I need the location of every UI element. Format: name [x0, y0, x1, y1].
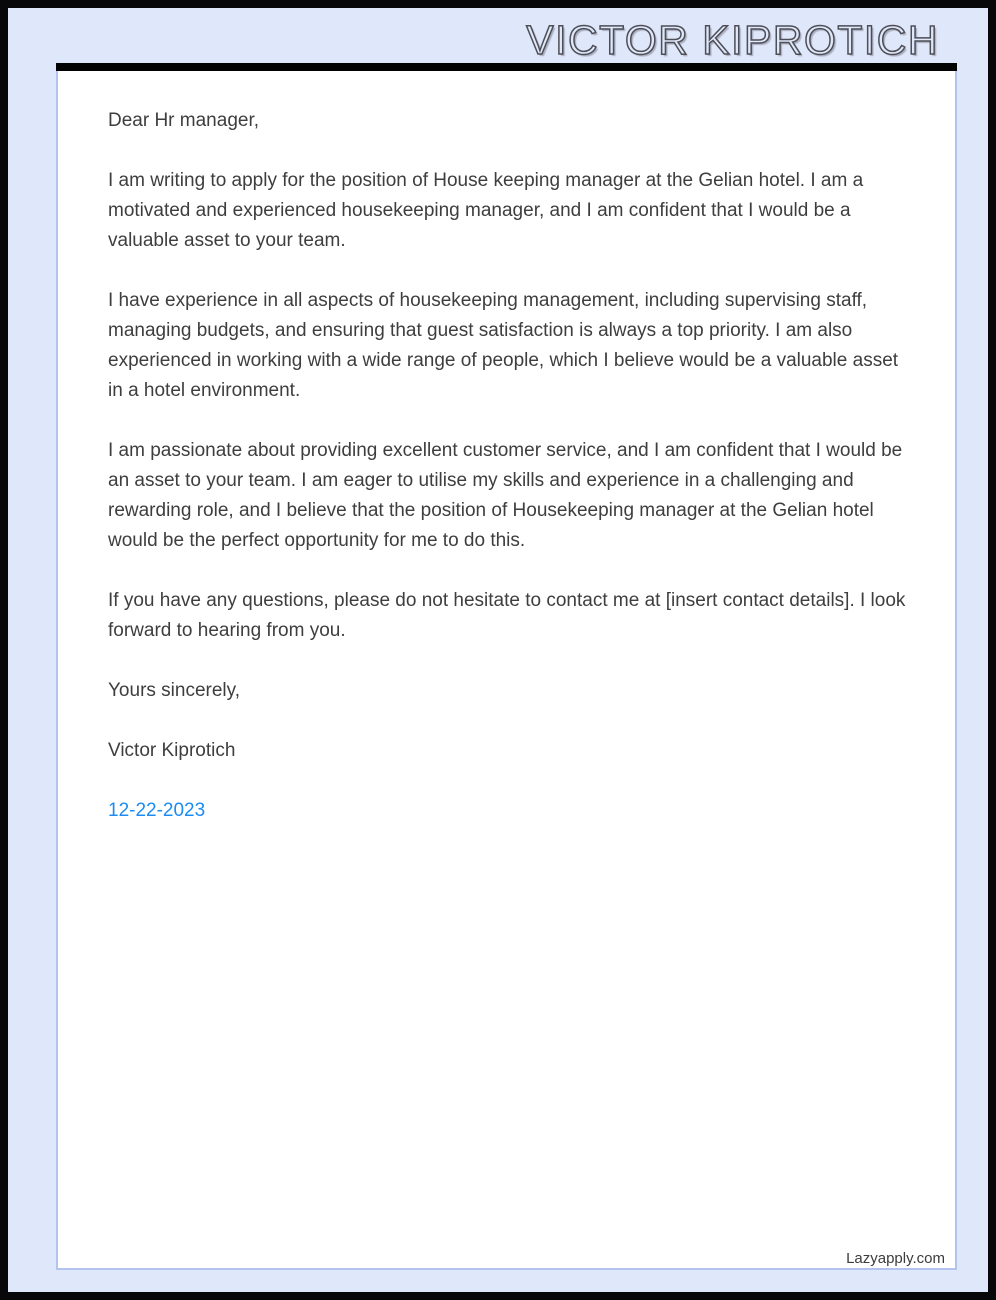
salutation: Dear Hr manager,	[108, 110, 260, 131]
letter-paragraph: I am passionate about providing excellent customer service, and I am confident that I would be an asset to your team. I am eager to utilise my skills and experience in a challenging and rewarding role, and I believe that the position of Housekeeping manager at the Gelian hotel would be the perfect opportunity for me to do this.	[108, 440, 903, 551]
brand-watermark: Lazyapply.com	[846, 1250, 945, 1267]
page-mat	[8, 8, 988, 1292]
letter-paragraph: I am writing to apply for the position of House keeping manager at the Gelian hotel. I am a motivated and experienced housekeeping manager, and I am confident that I would be a valuable asset to your team.	[108, 170, 864, 251]
date-link[interactable]: 12-22-2023	[108, 800, 206, 821]
closing: Yours sincerely,	[108, 680, 241, 701]
header-rule	[56, 63, 957, 71]
signature-name: Victor Kiprotich	[108, 740, 236, 761]
letter-paragraph: I have experience in all aspects of housekeeping management, including supervising staff, managing budgets, and ensuring that guest satisfaction is always a top priority. I am also experienced in working with a wide range of people, which I believe would be a valuable asset in a hotel environment.	[108, 290, 899, 401]
letter-sheet	[56, 63, 957, 1270]
letter-body	[56, 71, 957, 1270]
letter-paragraph: If you have any questions, please do not hesitate to contact me at [insert contact details]. I look forward to hearing from you.	[108, 590, 906, 641]
page-title: VICTOR KIPROTICH	[526, 17, 939, 63]
